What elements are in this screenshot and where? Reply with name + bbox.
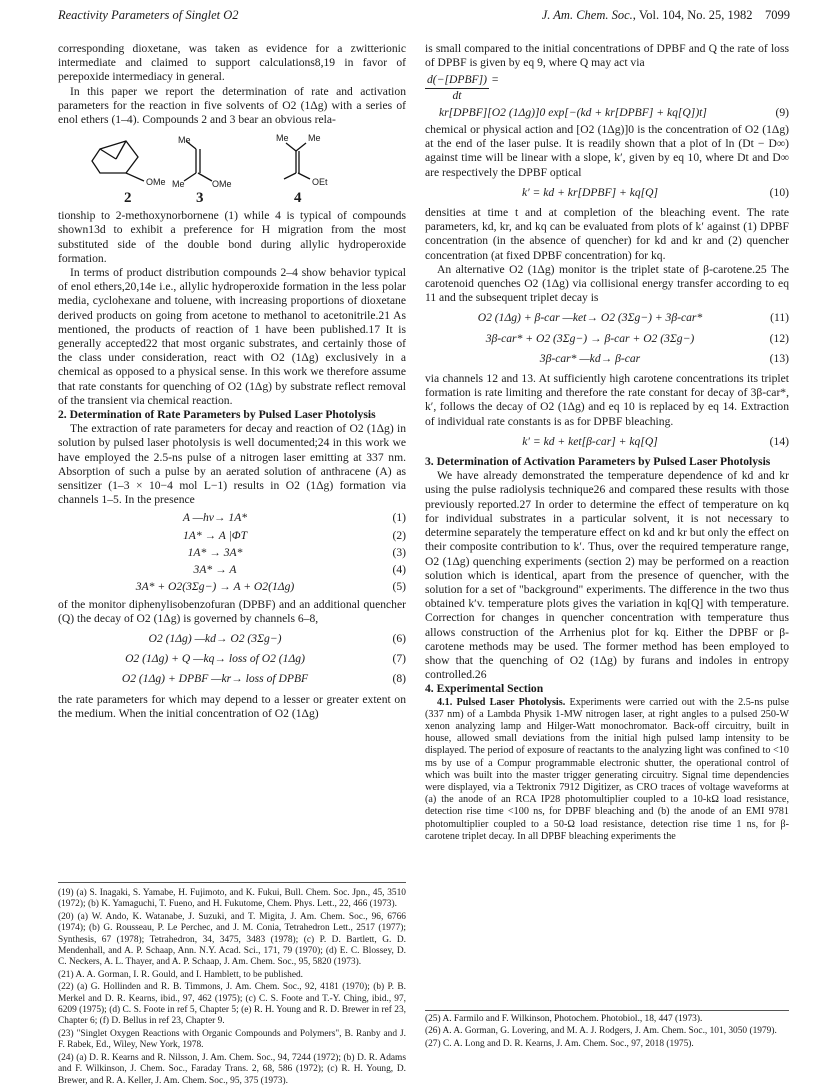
equation-10: k′ = kd + kr[DPBF] + kq[Q] (10) <box>521 185 789 199</box>
label-me-3: Me <box>178 135 191 146</box>
paragraph: is small compared to the initial concentrations of DPBF and Q the rate of loss of DPBF is given by eq 9, where Q may act via <box>425 42 789 70</box>
compound-structures <box>58 127 406 209</box>
paragraph: The extraction of rate parameters for decay and reaction of O2 (1Δg) in solution by pulsed laser photolysis is well documented;24 in this work we have employed the 2.5-ns pulse of a nitrogen laser emitting at 337 nm. Absorption of such a pulse by an aerated solution of anthracene (A) as sensitizer (1–3 × 10−4 mol L−1) results in O2 (1Δg) formation via channels 1–5. In the presence <box>58 422 406 507</box>
section-heading: 4. Experimental Section <box>425 682 544 696</box>
equation: O2 (1Δg) + β-car —ket→ O2 (3Σg−) + 3β-car* (11) <box>477 311 789 325</box>
section-heading: 3. Determination of Activation Parameters by Pulsed Laser Photolysis <box>425 455 771 469</box>
equation: 1A* → A |ΦT (2) <box>182 528 406 542</box>
equation-block-11-13 <box>425 311 789 366</box>
label-oet-4: OEt <box>312 177 328 188</box>
equation-block-1-5 <box>58 511 406 594</box>
journal-name: J. Am. Chem. Soc. <box>541 8 633 22</box>
page-number: 7099 <box>765 8 790 22</box>
equation: 3β-car* + O2 (3Σg−) → β-car + O2 (3Σg−) (12) <box>485 331 789 345</box>
paragraph: tionship to 2-methoxynorbornene (1) while 4 is typical of compounds shown13d to exhibit a preference for H migration from the most substituted side of the double bond during allylic hydroperoxide formation. <box>58 209 406 265</box>
eq9-rhs-line: kr[DPBF][O2 (1Δg)]0 exp[−(kd + kr[DPBF] + kq[Q])t] (9) <box>439 105 789 119</box>
equation: 3A* + O2(3Σg−) → A + O2(1Δg) (5) <box>135 580 406 594</box>
footnote-rule-right <box>425 1010 789 1011</box>
footnote: (22) (a) G. Hollinden and R. B. Timmons, J. Am. Chem. Soc., 92, 4181 (1970); (b) P. B. Merkel and D. R. Kearns, ibid., 97, 462 (1975); (c) C. S. Foote and T.-Y. Ching, ibid., 97, 6209 (1975); (d) C. S. Foote in ref 5, Chapter 5; (e) R. H. Young and R. D. Brewer in ref 23, Chapter 6; (f) D. Bellus in ref 23, Chapter 9. <box>58 982 406 1027</box>
equation: 1A* → 3A* (3) <box>187 545 406 559</box>
label-ome-3: OMe <box>212 179 232 190</box>
footnote-rule-left <box>58 882 406 883</box>
label-me-4b: Me <box>308 133 321 144</box>
compound-number-4: 4 <box>294 190 302 207</box>
equation-block-6-8 <box>58 632 406 687</box>
eq9-denominator: dt <box>452 88 462 102</box>
footnote: (24) (a) D. R. Kearns and R. Nilsson, J. Am. Chem. Soc., 94, 7244 (1972); (b) D. R. Adams and F. Wilkinson, J. Chem. Soc., Faraday Trans. 2, 68, 586 (1972); (c) R. H. Young, D. Brewer, and R. A. Keller, J. Am. Chem. Soc., 95, 375 (1973). <box>58 1052 406 1086</box>
equation: O2 (1Δg) + Q —kq→ loss of O2 (1Δg) (7) <box>125 652 406 666</box>
equation: O2 (1Δg) —kd→ O2 (3Σg−) (6) <box>148 631 406 645</box>
compound-number-2: 2 <box>124 190 132 207</box>
paragraph: In this paper we report the determination of rate and activation parameters for the reaction in five solvents of O2 (1Δg) with a series of enol ethers (1–4). Compounds 2 and 3 bear an obvious rela- <box>58 84 406 127</box>
label-me-4a: Me <box>276 133 289 144</box>
footnotes-left <box>58 888 406 1088</box>
subsection-heading: 4.1. Pulsed Laser Photolysis. <box>437 696 566 708</box>
footnote: (23) "Singlet Oxygen Reactions with Organic Compounds and Polymers", B. Ranby and J. F. Rabek, Ed., Wiley, New York, 1978. <box>58 1028 406 1051</box>
paragraph: An alternative O2 (1Δg) monitor is the triplet state of β-carotene.25 The carotenoid quenches O2 (1Δg) via collisional energy transfer according to eq 11 and the subsequent triplet decay is <box>425 262 789 305</box>
journal-volume: , Vol. 104, No. 25, 1982 <box>632 8 753 22</box>
compound-number-3: 3 <box>196 190 204 207</box>
label-me-3b: Me <box>172 179 185 190</box>
equation-14: k′ = kd + ket[β-car] + kq[Q] (14) <box>522 434 789 448</box>
footnote: (21) A. A. Gorman, I. R. Gould, and I. Hamblett, to be published. <box>58 969 304 980</box>
section-heading: 2. Determination of Rate Parameters by Pulsed Laser Photolysis <box>58 408 376 422</box>
right-column <box>425 42 789 843</box>
footnote: (27) C. A. Long and D. R. Kearns, J. Am. Chem. Soc., 97, 2018 (1975). <box>425 1038 694 1049</box>
paragraph-text: Experiments were carried out with the 2.5-ns pulse (337 nm) of a Lambda Physik 1-MW nitrogen laser, at right angles to a pulsed 250-W xenon analyzing lamp and Hilger-Watt monochromator. Back-off circuitry, built in house, allowed small deviations from the initial high pulsed lamp intensity to be displayed. The period of exposure of reactants to the analyzing light was confined to <10 ms by use of a Compur programmable electronic shutter, the operational control of which was built into the master trigger generating circuitry. Signal time dependencies were displayed, via a Tektronix 7912 Digitizer, as CRO traces of voltage waveforms at (a) the anode of an RCA IP28 photomultiplier coupled to a 10-kΩ load resistance, detection rise time <100 ns, for DPBF bleaching and (b) the anode of an EMI 9781 photomultiplier coupled to a 50-Ω load resistance, detection rise time 1 ns, for β-carotene triplet decay. In all DPBF bleaching experiments the <box>425 696 789 842</box>
label-ome-2: OMe <box>146 177 166 188</box>
footnote: (25) A. Farmilo and F. Wilkinson, Photochem. Photobiol., 18, 447 (1973). <box>425 1014 703 1024</box>
equation: A —hν→ 1A* (1) <box>182 511 406 525</box>
equation-9: d(−[DPBF]) dt = kr[DPBF][O2 (1Δg)]0 exp[−(kd + kr[DPBF] + kq[Q])t] (9) <box>427 73 789 119</box>
running-header-right <box>542 8 790 23</box>
footnote: (20) (a) W. Ando, K. Watanabe, J. Suzuki, and T. Migita, J. Am. Chem. Soc., 96, 6766 (1974); (b) G. Rousseau, P. Le Perchec, and J. M. Conia, Tetrahedron Lett., 2517 (1977); Synthesis, 67 (1978); Tetrahedron, 34, 3475, 3483 (1978); (c) P. D. Bartlett, G. D. Mendenhall, and A. P. Schaap, Ann. N.Y. Acad. Sci., 171, 79 (1970); (d) E. C. Blossey, D. C. Neckers, A. L. Thayer, and A. P. Schaap, J. Am. Chem. Soc., 95, 5820 (1973). <box>58 911 406 968</box>
footnotes-right <box>425 1014 789 1051</box>
paragraph: of the monitor diphenylisobenzofuran (DPBF) and an additional quencher (Q) the decay of O2 (1Δg) is governed by channels 6–8, <box>58 597 406 625</box>
left-column <box>58 42 406 721</box>
paragraph: the rate parameters for which may depend to a lesser or greater extent on the medium. When the initial concentration of O2 (1Δg) <box>58 692 406 720</box>
paragraph <box>425 697 789 843</box>
paragraph: via channels 12 and 13. At sufficiently high carotene concentrations its triplet formation is rate limiting and therefore the rate constant for decay of 3β-car*, k′, follows the decay of O2 (1Δg) and eq 10 is replaced by eq 14. Extraction of individual rate constants is as for DPBF bleaching. <box>425 372 789 428</box>
paragraph: densities at time t and at completion of the bleaching event. The rate parameters, kd, kr, and kq can be evaluated from plots of k′ against (1) DPBF concentration (in the absence of quencher) for kd and kr and (2) quencher concentration (at fixed DPBF concentration) for kq. <box>425 206 789 262</box>
paragraph: corresponding dioxetane, was taken as evidence for a zwitterionic intermediate and claimed to support calculations8,19 in favor of perepoxide intermediacy in general. <box>58 42 406 84</box>
footnote: (19) (a) S. Inagaki, S. Yamabe, H. Fujimoto, and K. Fukui, Bull. Chem. Soc. Jpn., 45, 3510 (1972); (b) K. Yamaguchi, T. Fueno, and H. Fukutome, Chem. Phys. Lett., 22, 466 (1973). <box>58 888 406 910</box>
eq9-numerator: d(−[DPBF]) <box>425 73 489 88</box>
paragraph: We have already demonstrated the temperature dependence of kd and kr using the pulse radiolysis technique26 and compared these results with those previously reported.27 In order to determine the effect of temperature on kq for individual substrates in a particular solvent, it is not necessary to determine separately the temperature effect on kd and kr but only the effect on their composite contribution to k′. Thus, over the required temperature range, O2 (1Δg) quenching experiments (section 2) may be performed on a reaction solution which is identical, apart from the presence of quencher, with the solution for a set of "background" experiments. The difference in the two thus obtained k′v. temperature plots gives the variation in kq[Q] with temperature. Correction for changes in quencher concentration with temperature thus allows construction of the Arrhenius plot for kq. Either the DPBF or β-carotene methods may be used. The former method has been employed to show that the quenching of O2 (1Δg) by furans and indoles in entropy controlled.26 <box>425 469 789 682</box>
equation: O2 (1Δg) + DPBF —kr→ loss of DPBF (8) <box>121 672 406 686</box>
equation: 3A* → A (4) <box>193 563 406 577</box>
paragraph: chemical or physical action and [O2 (1Δg)]0 is the concentration of O2 (1Δg) at the end of the laser pulse. It is readily shown that a plot of ln (Dt − D∞) against time will be linear with a slope, k′, given by eq 10, where Dt and D∞ are respectively the DPBF optical <box>425 123 789 179</box>
running-header-left: Reactivity Parameters of Singlet O2 <box>58 8 239 22</box>
footnote: (26) A. A. Gorman, G. Lovering, and M. A. J. Rodgers, J. Am. Chem. Soc., 101, 3050 (1979). <box>425 1026 777 1037</box>
equation: 3β-car* —kd→ β-car (13) <box>539 351 789 365</box>
paragraph: In terms of product distribution compounds 2–4 show behavior typical of enol ethers,20,14e i.e., allylic hydroperoxide formation in the less polar media, cyclohexane and toluene, with increasing proportions of dioxetane derived products on going from acetone to methanol to acetonitrile.21 As mentioned, the products of reaction of 1 have been published.17 It is generally accepted22 that most organic substrates, and certainly those of the class under consideration, react with O2 (1Δg) exclusively in a chemical as opposed to a physical sense. In this work we therefore assume that rate constants for quenching of O2 (1Δg) by substrate reflect removal of the transient via chemical reaction. <box>58 266 406 407</box>
